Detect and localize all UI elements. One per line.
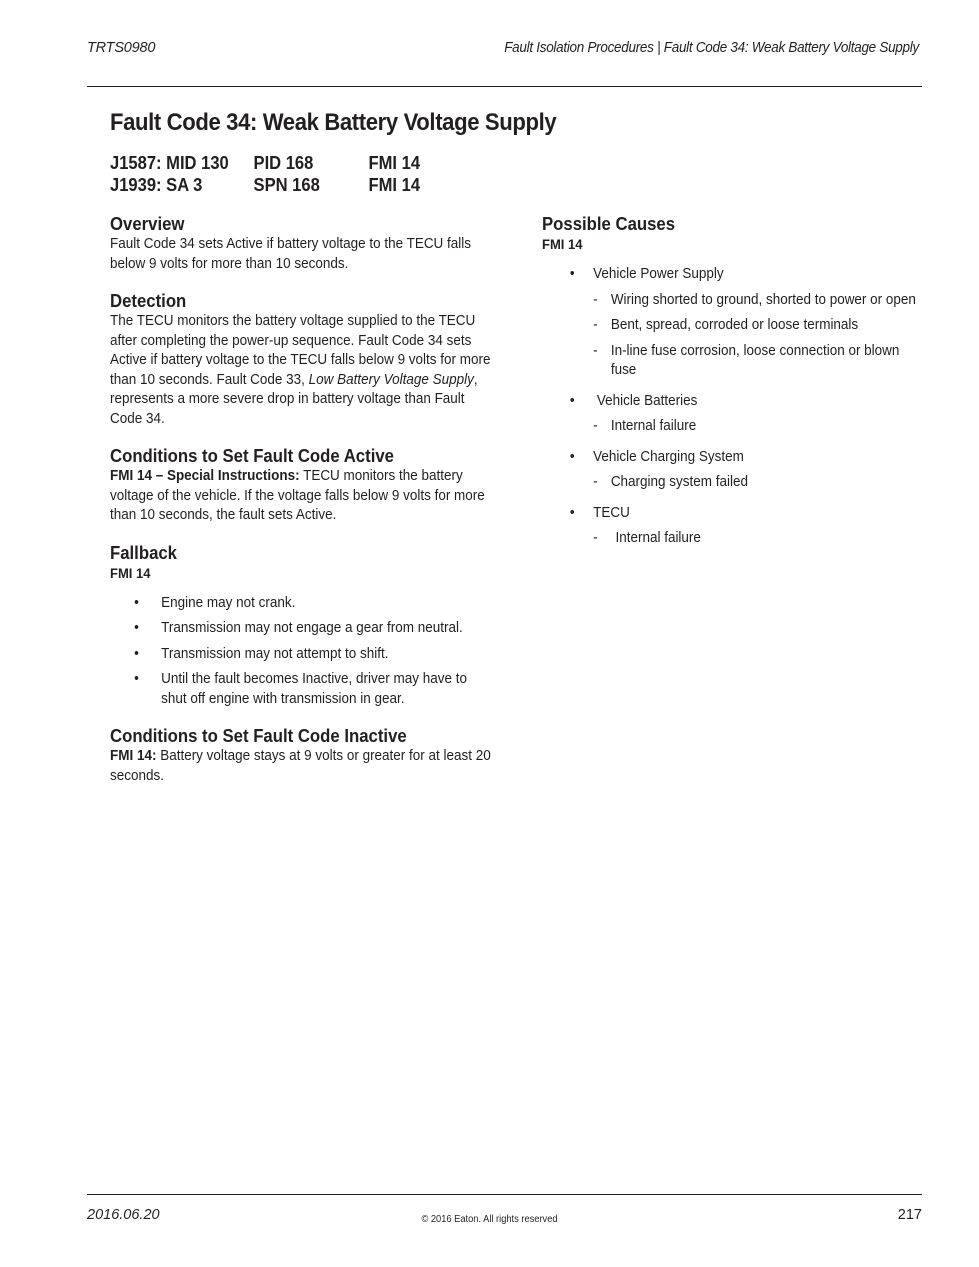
conditions-inactive-heading: Conditions to Set Fault Code Inactive — [110, 726, 407, 746]
overview-section — [110, 213, 491, 274]
list-item: - Charging system failed — [542, 473, 919, 493]
right-column — [542, 213, 922, 560]
left-column — [110, 213, 495, 802]
detection-text-part: , represents a more severe drop in battery voltage than Fault Code 34. — [110, 371, 478, 427]
causes-heading: Possible Causes — [542, 214, 676, 234]
footer-rule — [87, 1194, 922, 1195]
cause-group — [542, 448, 919, 493]
detection-section — [110, 290, 491, 429]
cause-sublist — [593, 291, 919, 381]
footer-date: 2016.06.20 — [87, 1207, 160, 1223]
footer-copyright: © 2016 Eaton. All rights reserved — [421, 1214, 558, 1225]
list-item: • Transmission may not attempt to shift. — [110, 645, 491, 665]
overview-heading: Overview — [110, 214, 185, 234]
cause-sublist — [593, 529, 919, 549]
code-protocol: J1939: SA 3 — [110, 175, 203, 195]
conditions-inactive-section — [110, 725, 491, 786]
code-protocol: J1587: MID 130 — [110, 153, 229, 173]
page-number: 217 — [897, 1207, 922, 1223]
page-title: Fault Code 34: Weak Battery Voltage Supply — [110, 109, 557, 136]
conditions-active-heading: Conditions to Set Fault Code Active — [110, 446, 394, 466]
list-item: - Bent, spread, corroded or loose terminals — [542, 316, 919, 336]
conditions-active-section — [110, 445, 491, 526]
conditions-inactive-text — [110, 747, 491, 786]
header-rule — [87, 86, 922, 87]
conditions-active-body: TECU monitors the battery voltage of the vehicle. If the voltage falls below 9 volts for more than 10 seconds, the fault sets Active. — [110, 468, 485, 523]
list-item: • Engine may not crank. — [110, 594, 491, 614]
fallback-fmi: FMI 14 — [110, 564, 151, 581]
conditions-active-text — [110, 467, 491, 526]
overview-text: Fault Code 34 sets Active if battery voltage to the TECU falls below 9 volts for more than 10 seconds. — [110, 236, 472, 272]
fallback-section — [110, 542, 491, 710]
causes-list — [542, 265, 919, 549]
cause-sublist — [593, 417, 919, 437]
cause-group — [542, 392, 919, 437]
detection-heading: Detection — [110, 291, 187, 311]
header-section: Fault Isolation Procedures | Fault Code 34: Weak Battery Voltage Supply — [504, 40, 919, 56]
detection-reference: Low Battery Voltage Supply — [308, 371, 474, 388]
conditions-inactive-body: Battery voltage stays at 9 volts or greater for at least 20 seconds. — [110, 748, 491, 784]
causes-fmi: FMI 14 — [542, 236, 583, 252]
code-fmi: FMI 14 — [368, 153, 421, 173]
list-item: - In-line fuse corrosion, loose connection or blown fuse — [542, 342, 919, 381]
cause-group-label: TECU — [593, 504, 630, 521]
code-param: PID 168 — [253, 153, 314, 173]
list-item: - Wiring shorted to ground, shorted to power or open — [542, 291, 919, 311]
cause-group-label: Vehicle Batteries — [596, 392, 698, 409]
cause-group — [542, 504, 919, 549]
list-item: • Until the fault becomes Inactive, driver may have to shut off engine with transmission in gear. — [110, 670, 491, 709]
list-item: - Internal failure — [542, 529, 919, 549]
detection-text-part: The TECU monitors the battery voltage supplied to the TECU after completing the power-up sequence. Fault Code 34 sets Active if battery voltage to the TECU falls below 9 volts for more than 10 seconds. Fault Code 33, — [110, 313, 491, 388]
cause-sublist — [593, 473, 919, 493]
conditions-active-lead: FMI 14 – Special Instructions: — [110, 468, 300, 484]
code-param: SPN 168 — [253, 175, 320, 195]
conditions-inactive-lead: FMI 14: — [110, 748, 157, 764]
cause-group — [542, 265, 919, 381]
list-item: • Transmission may not engage a gear from neutral. — [110, 619, 491, 639]
cause-group-label: Vehicle Power Supply — [593, 266, 724, 282]
header-doc-id: TRTS0980 — [87, 40, 156, 56]
list-item: - Internal failure — [542, 417, 919, 437]
detection-text — [110, 312, 491, 429]
code-fmi: FMI 14 — [368, 175, 421, 195]
fallback-heading: Fallback — [110, 542, 178, 563]
cause-group-label: Vehicle Charging System — [593, 448, 744, 465]
fallback-list — [110, 594, 491, 710]
